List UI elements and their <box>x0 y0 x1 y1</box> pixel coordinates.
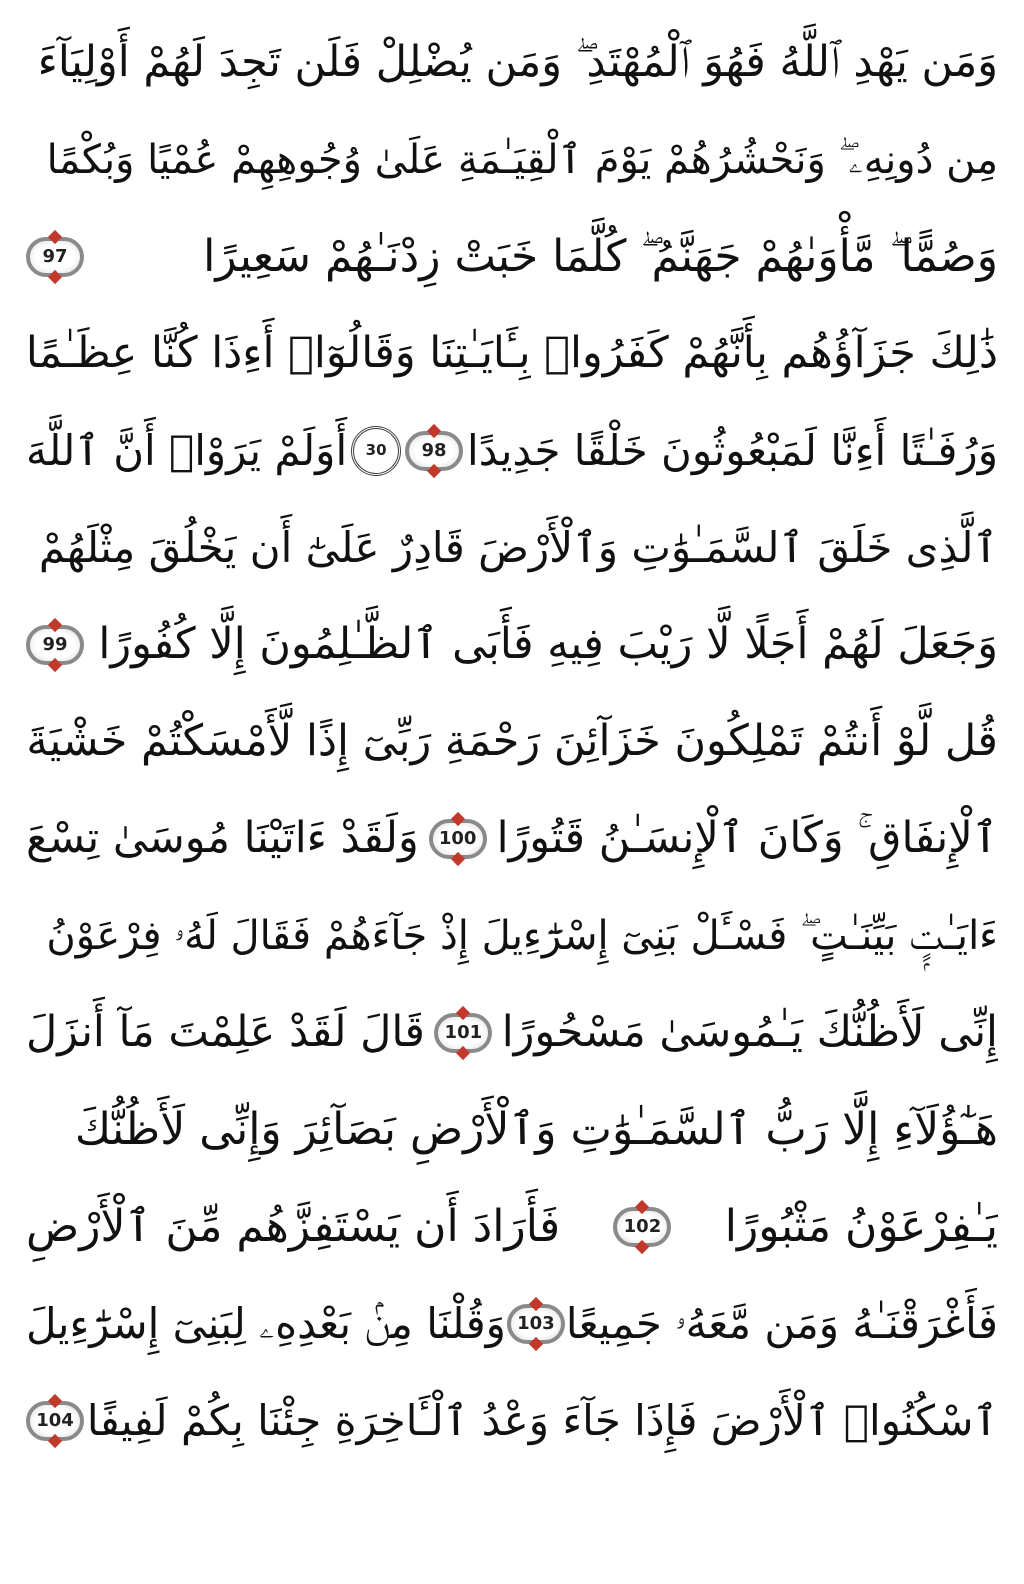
verse-text: وَقُلْنَا مِنۢ بَعْدِهِۦ لِبَنِىٓ إِسْرَٰٓءِيلَ <box>26 1298 506 1348</box>
ayah-number-104: 104 <box>26 1401 84 1441</box>
ayah-number-100: 100 <box>429 819 487 859</box>
line-7 <box>26 596 998 693</box>
ayah-number-97: 97 <box>26 237 84 277</box>
verse-text: فَأَرَادَ أَن يَسْتَفِزَّهُم مِّنَ ٱلْأَرْضِ <box>26 1200 561 1252</box>
verse-text: ٱلْإِنفَاقِ ۚ وَكَانَ ٱلْإِنسَـٰنُ قَتُورًا <box>496 813 998 863</box>
line-3 <box>26 208 998 305</box>
line-1 <box>26 14 998 111</box>
line-11 <box>26 984 998 1081</box>
line-6 <box>26 499 998 596</box>
line-5 <box>26 402 998 499</box>
verse-text: هَـٰٓؤُلَآءِ إِلَّا رَبُّ ٱلسَّمَـٰوَٰتِ وَٱلْأَرْضِ بَصَآئِرَ وَإِنِّى لَأَظُنُّكَ <box>74 1103 998 1155</box>
line-4 <box>26 305 998 402</box>
verse-text: إِنِّى لَأَظُنُّكَ يَـٰمُوسَىٰ مَسْحُورًا <box>501 1007 998 1057</box>
verse-text: وَمَن يَهْدِ ٱللَّهُ فَهُوَ ٱلْمُهْتَدِ ۖ وَمَن يُضْلِلْ فَلَن تَجِدَ لَهُمْ أَوْلِيَآءَ <box>37 37 998 87</box>
verse-text: وَلَقَدْ ءَاتَيْنَا مُوسَىٰ تِسْعَ <box>26 813 419 863</box>
line-15 <box>26 1372 998 1469</box>
hizb-marker-icon: 30 <box>351 426 401 476</box>
quran-lines <box>26 14 998 1469</box>
verse-text: أَوَلَمْ يَرَوْا۟ أَنَّ ٱللَّهَ <box>26 425 348 475</box>
line-14 <box>26 1275 998 1372</box>
verse-text: قُل لَّوْ أَنتُمْ تَمْلِكُونَ خَزَآئِنَ رَحْمَةِ رَبِّىٓ إِذًا لَّأَمْسَكْتُمْ خَشْيَةَ <box>26 716 998 766</box>
line-12 <box>26 1081 998 1178</box>
verse-text: ٱسْكُنُوا۟ ٱلْأَرْضَ فَإِذَا جَآءَ وَعْدُ ٱلْـَٔاخِرَةِ جِئْنَا بِكُمْ لَفِيفًا <box>86 1395 998 1445</box>
line-2 <box>26 111 998 208</box>
line-10 <box>26 887 998 984</box>
verse-text: ذَٰلِكَ جَزَآؤُهُم بِأَنَّهُمْ كَفَرُوا۟ بِـَٔايَـٰتِنَا وَقَالُوٓا۟ أَءِذَا كُنَّا عِظَـٰمًا <box>26 328 998 378</box>
line-9 <box>26 790 998 887</box>
line-13 <box>26 1178 998 1275</box>
verse-text: وَرُفَـٰتًا أَءِنَّا لَمَبْعُوثُونَ خَلْقًا جَدِيدًا <box>467 425 998 475</box>
verse-text: وَجَعَلَ لَهُمْ أَجَلًا لَّا رَيْبَ فِيهِ فَأَبَى ٱلظَّـٰلِمُونَ إِلَّا كُفُورًا <box>98 619 998 669</box>
verse-text: وَصُمًّا ۖ مَّأْوَىٰهُمْ جَهَنَّمُ ۖ كُلَّمَا خَبَتْ زِدْنَـٰهُمْ سَعِيرًا <box>203 230 998 282</box>
ayah-number-102: 102 <box>613 1207 671 1247</box>
verse-text: قَالَ لَقَدْ عَلِمْتَ مَآ أَنزَلَ <box>26 1007 425 1057</box>
verse-text: فَأَغْرَقْنَـٰهُ وَمَن مَّعَهُۥ جَمِيعًا <box>565 1298 998 1348</box>
ayah-number-101: 101 <box>434 1013 492 1053</box>
verse-text: ٱلَّذِى خَلَقَ ٱلسَّمَـٰوَٰتِ وَٱلْأَرْضَ قَادِرٌ عَلَىٰٓ أَن يَخْلُقَ مِثْلَهُمْ <box>38 522 998 572</box>
ayah-number-99: 99 <box>26 625 84 665</box>
verse-text: يَـٰفِرْعَوْنُ مَثْبُورًا <box>724 1200 998 1252</box>
ayah-number-103: 103 <box>507 1304 565 1344</box>
verse-text: مِن دُونِهِۦ ۖ وَنَحْشُرُهُمْ يَوْمَ ٱلْقِيَـٰمَةِ عَلَىٰ وُجُوهِهِمْ عُمْيًا وَبُكْمًا <box>46 136 998 183</box>
line-8 <box>26 693 998 790</box>
ayah-number-98: 98 <box>405 431 463 471</box>
verse-text: ءَايَـٰتٍۭ بَيِّنَـٰتٍ ۖ فَسْـَٔلْ بَنِىٓ إِسْرَٰٓءِيلَ إِذْ جَآءَهُمْ فَقَالَ لَهُۥ فِرْعَوْنُ <box>46 912 998 959</box>
